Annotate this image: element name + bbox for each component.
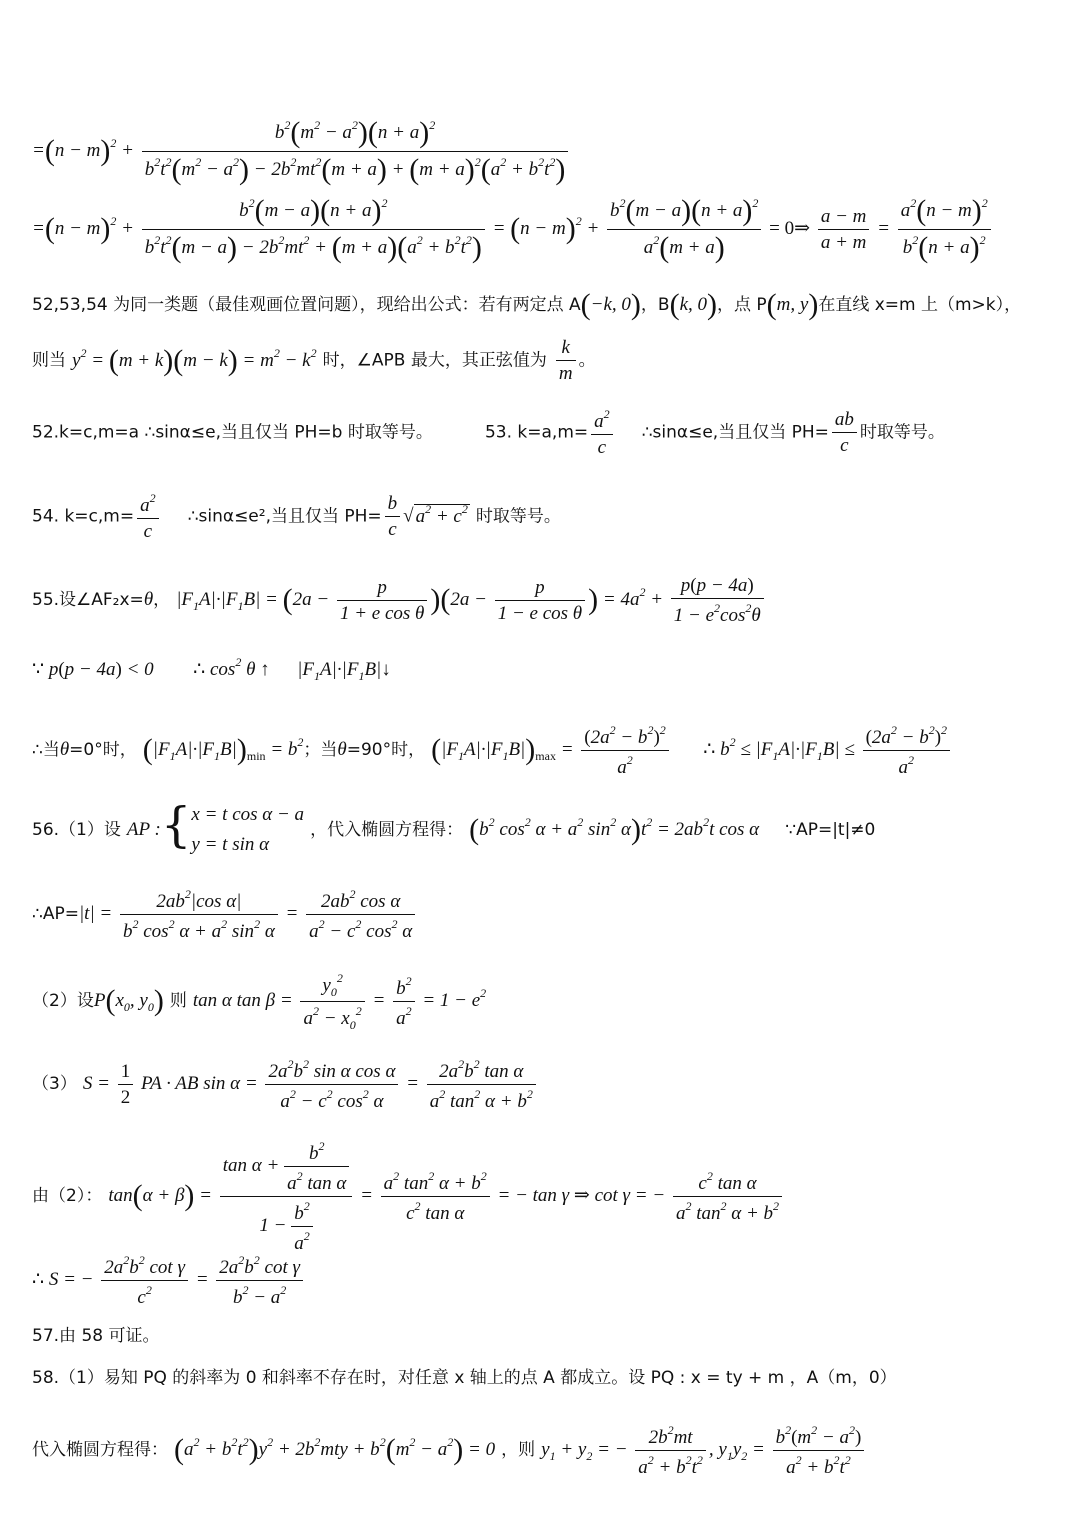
answer-52-53: 52.k=c,m=a ∴sinα≤e,当且仅当 PH=b 时取等号。 53. k=a,m= $\frac{a^2}{c}$ ∴sinα≤e,当且仅当 PH= $\frac{ab}{c}$ 时取等号。 (32, 407, 945, 458)
equation-line-1: $=(n - m)^2$ + $\frac{b^2(m^2 - a^2)(n + a)^2}{b^2t^2(m^2 - a^2) - 2b^2mt^2(m + a) + (m + a)^2(a^2 + b^2t^2)}$ (32, 118, 1060, 185)
answer-54: 54. k=c,m= $\frac{a^2}{c}$ ∴sinα≤e²,当且仅当 PH= $\frac{b}{c}$ √ $a^2 + c^2$ 时取等号。 (32, 491, 561, 542)
formula-statement-line: 52,53,54 为同一类题（最佳观画位置问题），现给出公式：若有两定点 A(−k, 0)，B(k, 0)，点 P(m, y)在直线 x=m 上（m>k）， (32, 288, 1022, 321)
equation-line-2: $=(n - m)^2$ + $\frac{b^2(m - a)(n + a)^2}{b^2t^2(m - a) - 2b^2mt^2 + (m + a)(a^2 + b^2t^2)}$ = $(n - m)^2$ + $\frac{b^2(m - a)(n + a)^2}{a^2(m + a)}$ = 0⇒ $\frac{a - m}{a + m}$ = $\frac{a^2(n - m)^2}{b^2(n + a)^2}$ (32, 196, 1060, 263)
answer-58-substitution: 代入椭圆方程得： $(a^2 + b^2t^2)y^2 + 2b^2mty + b^2(m^2 - a^2) = 0$ ，则 $y_1 + y_2$ = − $\frac{2b^2mt}{a^2 + b^2t^2}$ , $y_1y_2$ = $\frac{b^2(m^2 - a^2)}{a^2 + b^2t^2}$ (32, 1424, 1060, 1477)
answer-56-part3: （3） S = $\frac{1}{2}$ PA · AB sin α = $\frac{2a^2b^2 \sin \alpha \cos \alpha}{a^2 - c^2 \cos^2 \alpha}$ = $\frac{2a^2b^2 \tan \alpha}{a^2 \tan^2 \alpha + b^2}$ (32, 1058, 1060, 1111)
formula-conclusion-line: 则当 $y^2 = (m + k)(m - k) = m^2 - k^2$ 时，∠APB 最大，其正弦值为 $\frac{k}{m}$ 。 (32, 337, 596, 384)
answer-58-part1: 58.（1）易知 PQ 的斜率为 0 和斜率不存在时，对任意 x 轴上的点 A 都成立。设 PQ : x = ty + m ，A（m，0） (32, 1368, 897, 1388)
answer-57: 57.由 58 可证。 (32, 1326, 160, 1346)
answer-55-monotonic: ∵ p(p − 4a) < 0 ∴ $\cos^2 \theta$ ↑ $|F_1A|\cdot|F_1B|↓$ (32, 655, 391, 683)
answer-56-area: ∴ S = − $\frac{2a^2b^2 \cot \gamma}{c^2}$ = $\frac{2a^2b^2 \cot \gamma}{b^2 - a^2}$ (32, 1254, 1060, 1307)
answer-56-part1: 56.（1）设 AP :{ x = t cos α − a y = t sin α ，代入椭圆方程得： ($b^2$ $\cos^2 \alpha + a^2$ $\sin^2 \alpha)t^2 = 2ab^2t$ cos α ∵AP=|t|≠0 (32, 797, 876, 855)
answer-56-ap: ∴AP=|t| = $\frac{2ab^2|\cos \alpha|}{b^2 \cos^2 \alpha + a^2 \sin^2 \alpha}$ = $\frac{2ab^2 \cos \alpha}{a^2 - c^2 \cos^2 \alpha}$ (32, 888, 1060, 941)
answer-56-tan-sum: 由（2）： tan(α + β) = tan α + $\frac{b^2}{a^2 \tan \alpha}$ 1 − $\frac{b^2}{a^2}$ = $\frac{a^2 \tan^2 \alpha + b^2}{c^2 \tan \alpha}$ = − tan γ ⇒ cot γ = − $\frac{c^2 \tan \alpha}{a^2 \tan^2 \alpha + b^2}$ (32, 1140, 1060, 1253)
answer-55-range: ∴当θ=0°时， $(|F_1A|\cdot|F_1B|)_{min} = b^2$；当θ=90°时， $(|F_1A|\cdot|F_1B|)_{max}$ = $\frac{(2a^2 - b^2)^2}{a^2}$ ∴ $b^2 \le |F_1A|\cdot|F_1B|$ ≤ $\frac{(2a^2 - b^2)^2}{a^2}$ (32, 724, 1060, 777)
answer-56-part2: （2）设$P(x_0$, $y_0$) 则 tan α tan β = $\frac{y_0^2}{a^2 - x_0^2}$ = $\frac{b^2}{a^2}$ = $1 - e^2$ (32, 971, 487, 1032)
answer-55-setup: 55.设∠AF₂x=θ， $|F_1A|\cdot|F_1B| = (2a$ − $\frac{p}{\text{1 + e cos θ}}$ )(2a − $\frac{p}{\text{1 − e cos θ}}$ ) = $4a^2$ + $\frac{p(p - 4a)}{1 - e^2\cos^2\theta}$ (32, 576, 1060, 625)
